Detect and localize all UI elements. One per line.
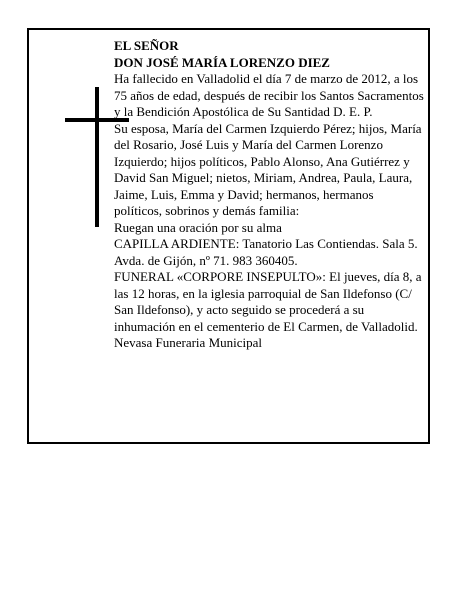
- funeral-home: Nevasa Funeraria Municipal: [114, 335, 263, 350]
- funeral-info: FUNERAL «CORPORE INSEPULTO»: El jueves, día 8, a las 12 horas, en la iglesia parroquial de San Ildefonso (C/ San Ildefonso), y acto seguido se procederá a su inhumación en el cementerio de El Carmen, de Valladolid.: [114, 269, 422, 334]
- obituary-text: [114, 38, 424, 352]
- prayer-request: Ruegan una oración por su alma: [114, 219, 282, 235]
- notice-title: EL SEÑOR: [114, 38, 179, 53]
- cross-vertical-bar: [95, 87, 99, 227]
- chapel-info: CAPILLA ARDIENTE: Tanatorio Las Contiendas. Sala 5. Avda. de Gijón, nº 71. 983 360405.: [114, 236, 418, 268]
- deceased-name: DON JOSÉ MARÍA LORENZO DIEZ: [114, 54, 330, 70]
- family-list: Su esposa, María del Carmen Izquierdo Pérez; hijos, María del Rosario, José Luis y María del Carmen Lorenzo Izquierdo; hijos políticos, Pablo Alonso, Ana Gutiérrez y David San Miguel; nietos, Miriam, Andrea, Paula, Laura, Jaime, Luis, Emma y David; hermanos, hermanos políticos, sobrinos y demás familia:: [114, 120, 422, 218]
- death-info: Ha fallecido en Valladolid el día 7 de marzo de 2012, a los 75 años de edad, después de recibir los Santos Sacramentos y la Bendición Apostólica de Su Santidad D. E. P.: [114, 71, 424, 119]
